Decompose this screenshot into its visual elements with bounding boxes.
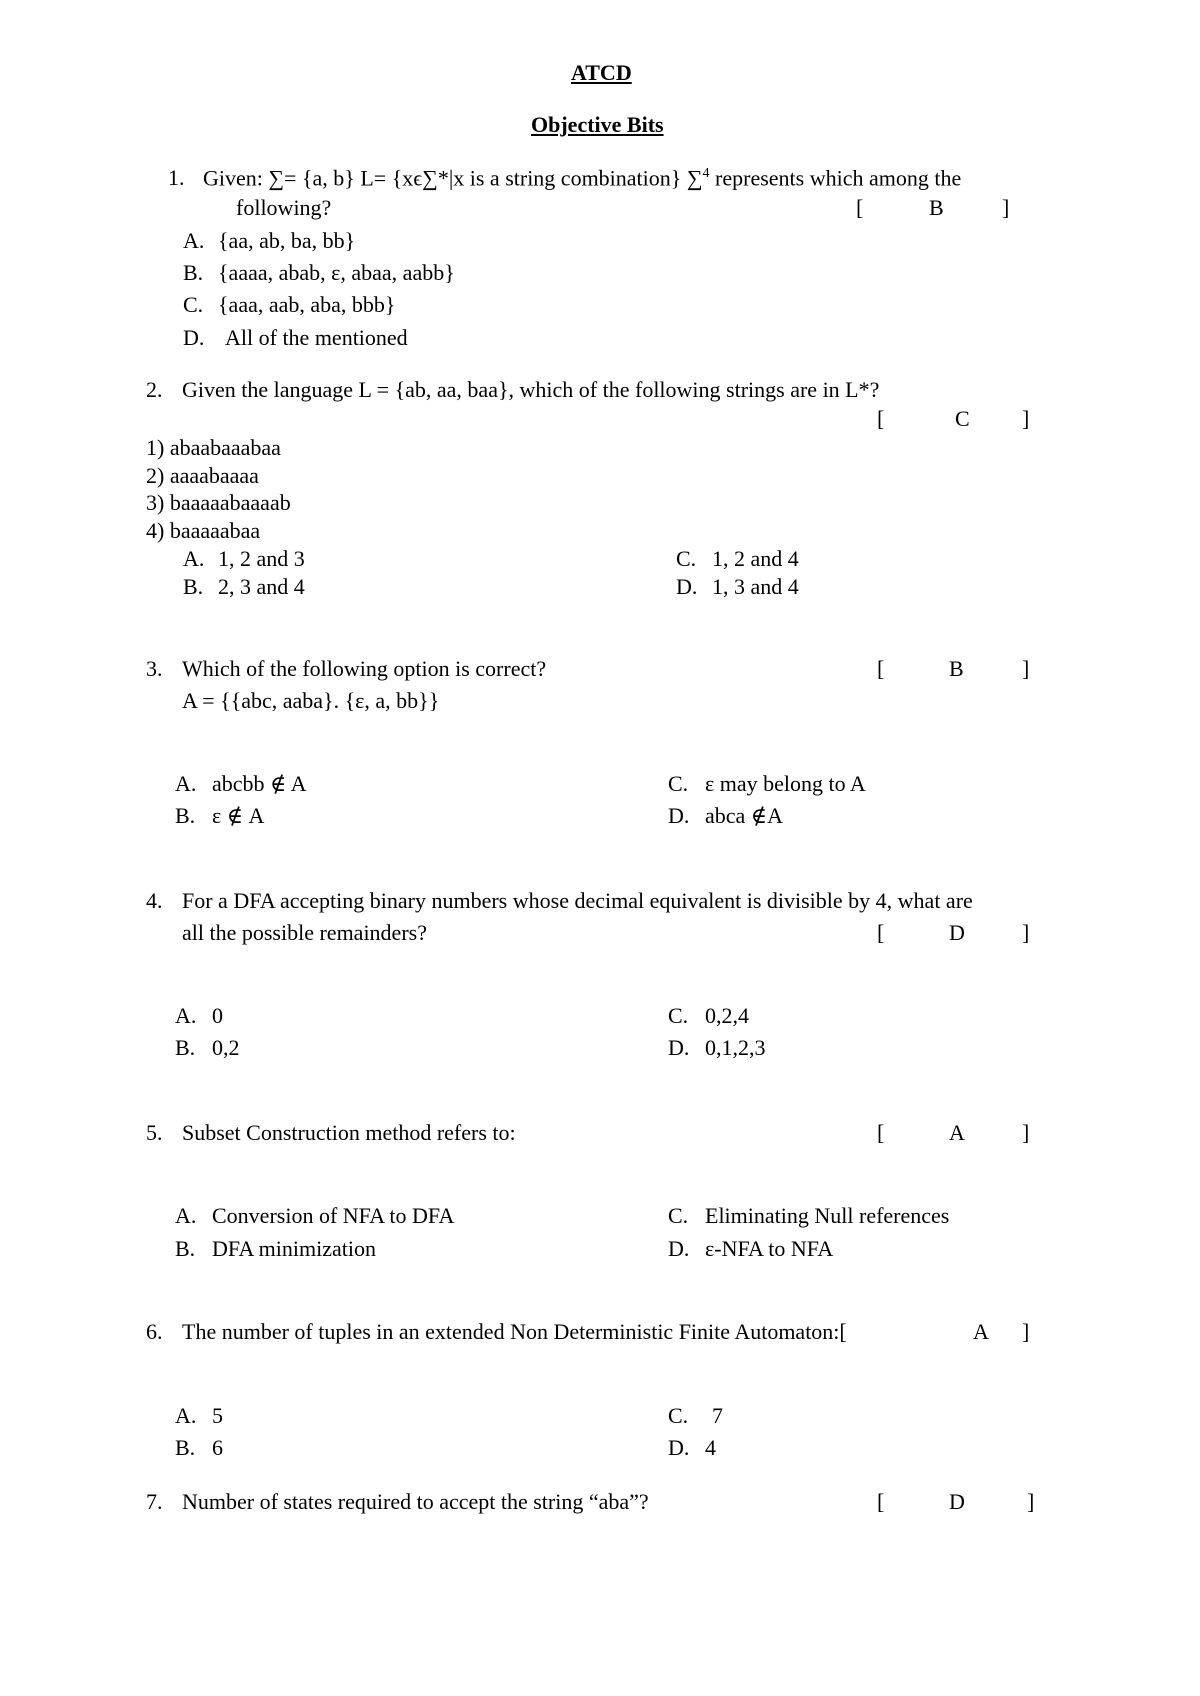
answer-bracket-open: [ <box>877 1489 885 1514</box>
question-number: 7. <box>146 1489 163 1514</box>
question-number: 3. <box>146 656 163 681</box>
question-text: Which of the following option is correct? <box>182 656 547 681</box>
option-letter: C. <box>183 292 204 317</box>
answer-value: D <box>949 920 965 945</box>
question-text-continued: all the possible remainders? <box>182 920 427 945</box>
option-text: 1, 2 and 4 <box>712 546 799 571</box>
option-letter: B. <box>175 803 196 828</box>
question-number: 2. <box>146 377 163 402</box>
question-text: For a DFA accepting binary numbers whose decimal equivalent is divisible by 4, what are <box>182 888 973 913</box>
document-title: ATCD <box>571 60 632 85</box>
list-item: 3) baaaaabaaaab <box>146 490 291 515</box>
option-text: abcbb ∉ A <box>212 771 307 796</box>
option-letter: D. <box>668 1035 690 1060</box>
option-text: 0,2,4 <box>705 1003 749 1028</box>
option-text: All of the mentioned <box>225 325 408 350</box>
question-number: 4. <box>146 888 163 913</box>
question-number: 6. <box>146 1319 163 1344</box>
option-letter: A. <box>175 771 197 796</box>
answer-value: A <box>973 1319 989 1344</box>
answer-bracket-open: [ <box>877 1120 885 1145</box>
option-text: ε may belong to A <box>705 771 866 796</box>
answer-value: B <box>929 195 944 220</box>
option-letter: D. <box>668 803 690 828</box>
answer-bracket-close: ] <box>1022 920 1030 945</box>
answer-bracket-open: [ <box>877 920 885 945</box>
question-number: 1. <box>168 165 185 190</box>
answer-value: D <box>949 1489 965 1514</box>
option-letter: C. <box>668 1003 689 1028</box>
option-text: {aa, ab, ba, bb} <box>218 228 356 253</box>
list-item: 4) baaaaabaa <box>146 518 261 543</box>
question-number: 5. <box>146 1120 163 1145</box>
option-text: 1, 3 and 4 <box>712 574 799 599</box>
option-letter: D. <box>183 325 205 350</box>
option-text: 0 <box>212 1003 223 1028</box>
question-expression: A = {{abc, aaba}. {ε, a, bb}} <box>182 688 440 713</box>
answer-bracket-open: [ <box>877 406 885 431</box>
option-text: {aaa, aab, aba, bbb} <box>218 292 396 317</box>
option-text: 0,1,2,3 <box>705 1035 766 1060</box>
option-letter: B. <box>183 574 204 599</box>
question-text-continued: following? <box>236 195 332 220</box>
option-text: ε ∉ A <box>212 803 265 828</box>
option-text: Eliminating Null references <box>705 1203 950 1228</box>
option-letter: D. <box>668 1236 690 1261</box>
option-text: 6 <box>212 1435 223 1460</box>
option-text: 2, 3 and 4 <box>218 574 305 599</box>
option-letter: B. <box>175 1035 196 1060</box>
option-letter: D. <box>668 1435 690 1460</box>
question-text: Given the language L = {ab, aa, baa}, which of the following strings are in L*? <box>182 377 880 402</box>
option-letter: A. <box>175 1403 197 1428</box>
option-letter: B. <box>175 1236 196 1261</box>
question-text: Subset Construction method refers to: <box>182 1120 516 1145</box>
option-text: 1, 2 and 3 <box>218 546 305 571</box>
option-letter: A. <box>175 1203 197 1228</box>
list-item: 2) aaaabaaaa <box>146 463 259 488</box>
option-letter: C. <box>668 1403 689 1428</box>
option-letter: C. <box>668 771 689 796</box>
option-letter: A. <box>175 1003 197 1028</box>
option-letter: C. <box>676 546 697 571</box>
answer-bracket-close: ] <box>1022 406 1030 431</box>
answer-bracket-close: ] <box>1022 1120 1030 1145</box>
question-text: Number of states required to accept the string “aba”? <box>182 1489 649 1514</box>
option-text: Conversion of NFA to DFA <box>212 1203 455 1228</box>
option-text: abca ∉A <box>705 803 783 828</box>
option-text: 0,2 <box>212 1035 240 1060</box>
list-item: 1) abaabaaabaa <box>146 435 281 460</box>
option-text: DFA minimization <box>212 1236 376 1261</box>
answer-bracket-open: [ <box>877 656 885 681</box>
option-letter: B. <box>175 1435 196 1460</box>
document-subtitle: Objective Bits <box>531 112 664 137</box>
option-letter: B. <box>183 260 204 285</box>
option-letter: C. <box>668 1203 689 1228</box>
answer-bracket-close: ] <box>1022 1319 1030 1344</box>
option-text: ε-NFA to NFA <box>705 1236 834 1261</box>
option-text: 4 <box>705 1435 716 1460</box>
answer-value: B <box>949 656 964 681</box>
option-letter: A. <box>183 546 205 571</box>
option-text: 5 <box>212 1403 223 1428</box>
answer-bracket-close: ] <box>1022 656 1030 681</box>
question-text: The number of tuples in an extended Non Deterministic Finite Automaton:[ <box>182 1319 847 1344</box>
answer-value: C <box>955 406 970 431</box>
question-text: Given: ∑= {a, b} L= {xϵ∑*|x is a string combination} ∑$^4$ represents which among the <box>203 165 962 191</box>
answer-value: A <box>949 1120 965 1145</box>
option-text: {aaaa, abab, ε, abaa, aabb} <box>218 260 455 285</box>
option-text: 7 <box>712 1403 723 1428</box>
answer-bracket-close: ] <box>1002 195 1010 220</box>
option-letter: D. <box>676 574 698 599</box>
answer-bracket-open: [ <box>856 195 864 220</box>
option-letter: A. <box>183 228 205 253</box>
answer-bracket-close: ] <box>1027 1489 1035 1514</box>
